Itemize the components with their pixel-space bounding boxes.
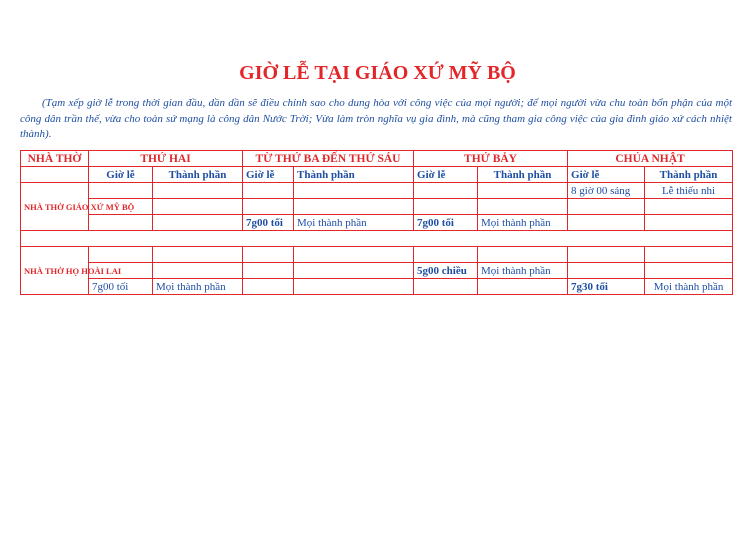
subheader-saturday-participants: Thành phần	[478, 167, 568, 183]
cell-my-bo-saturday-participants: Mọi thành phần	[478, 215, 568, 231]
subheader-monday-time: Giờ lễ	[89, 167, 153, 183]
header-church: NHÀ THỜ	[21, 151, 89, 167]
header-sunday: CHÚA NHẬT	[568, 151, 733, 167]
subheader-row	[21, 167, 733, 183]
cell-my-bo-saturday-time: 7g00 tối	[414, 215, 478, 231]
cell-hoai-lai-sunday-participants: Mọi thành phần	[645, 279, 733, 295]
subheader-empty	[21, 167, 89, 183]
church-hoai-lai: NHÀ THỜ HỌ HOÀI LAI	[21, 247, 89, 295]
header-tue-fri: TỪ THỨ BA ĐẾN THỨ SÁU	[243, 151, 414, 167]
table-row	[21, 183, 733, 199]
header-saturday: THỨ BẢY	[414, 151, 568, 167]
cell-my-bo-tue-fri-participants: Mọi thành phần	[294, 215, 414, 231]
table-row	[21, 247, 733, 263]
cell-hoai-lai-sunday-time: 7g30 tối	[568, 279, 645, 295]
subheader-sunday-participants: Thành phần	[645, 167, 733, 183]
subheader-tue-fri-time: Giờ lễ	[243, 167, 294, 183]
table-row	[21, 279, 733, 295]
subheader-tue-fri-participants: Thành phần	[294, 167, 414, 183]
separator-row	[21, 231, 733, 247]
cell-my-bo-tue-fri-time: 7g00 tối	[243, 215, 294, 231]
cell-my-bo-sunday-participants: Lễ thiếu nhi	[645, 183, 733, 199]
subheader-saturday-time: Giờ lễ	[414, 167, 478, 183]
page-title: GIỜ LỄ TẠI GIÁO XỨ MỸ BỘ	[239, 62, 516, 84]
cell-hoai-lai-saturday-participants: Mọi thành phần	[478, 263, 568, 279]
subheader-monday-participants: Thành phần	[153, 167, 243, 183]
cell-hoai-lai-saturday-time: 5g00 chiều	[414, 263, 478, 279]
table-row	[21, 215, 733, 231]
intro-paragraph: (Tạm xếp giờ lễ trong thời gian đầu, dần dần sẽ điều chỉnh sao cho dung hòa với công việc của mọi người; để mọi người vừa chu toàn bổn phận của một công dân trần thế, vừa cho toàn sứ mạng là công dân Nước Trời; Vừa làm tròn nghĩa vụ gia đình, mà cũng tham gia công việc của gia đình giáo xứ cách nhiệt thành).	[20, 97, 732, 140]
cell-hoai-lai-monday-time: 7g00 tối	[89, 279, 153, 295]
table-row	[21, 263, 733, 279]
cell-my-bo-sunday-time: 8 giờ 00 sáng	[568, 183, 645, 199]
header-row	[21, 151, 733, 167]
mass-schedule-table	[20, 150, 733, 295]
church-my-bo: NHÀ THỜ GIÁO XỨ MỸ BỘ	[21, 183, 89, 231]
header-monday: THỨ HAI	[89, 151, 243, 167]
cell-hoai-lai-monday-participants: Mọi thành phần	[153, 279, 243, 295]
subheader-sunday-time: Giờ lễ	[568, 167, 645, 183]
